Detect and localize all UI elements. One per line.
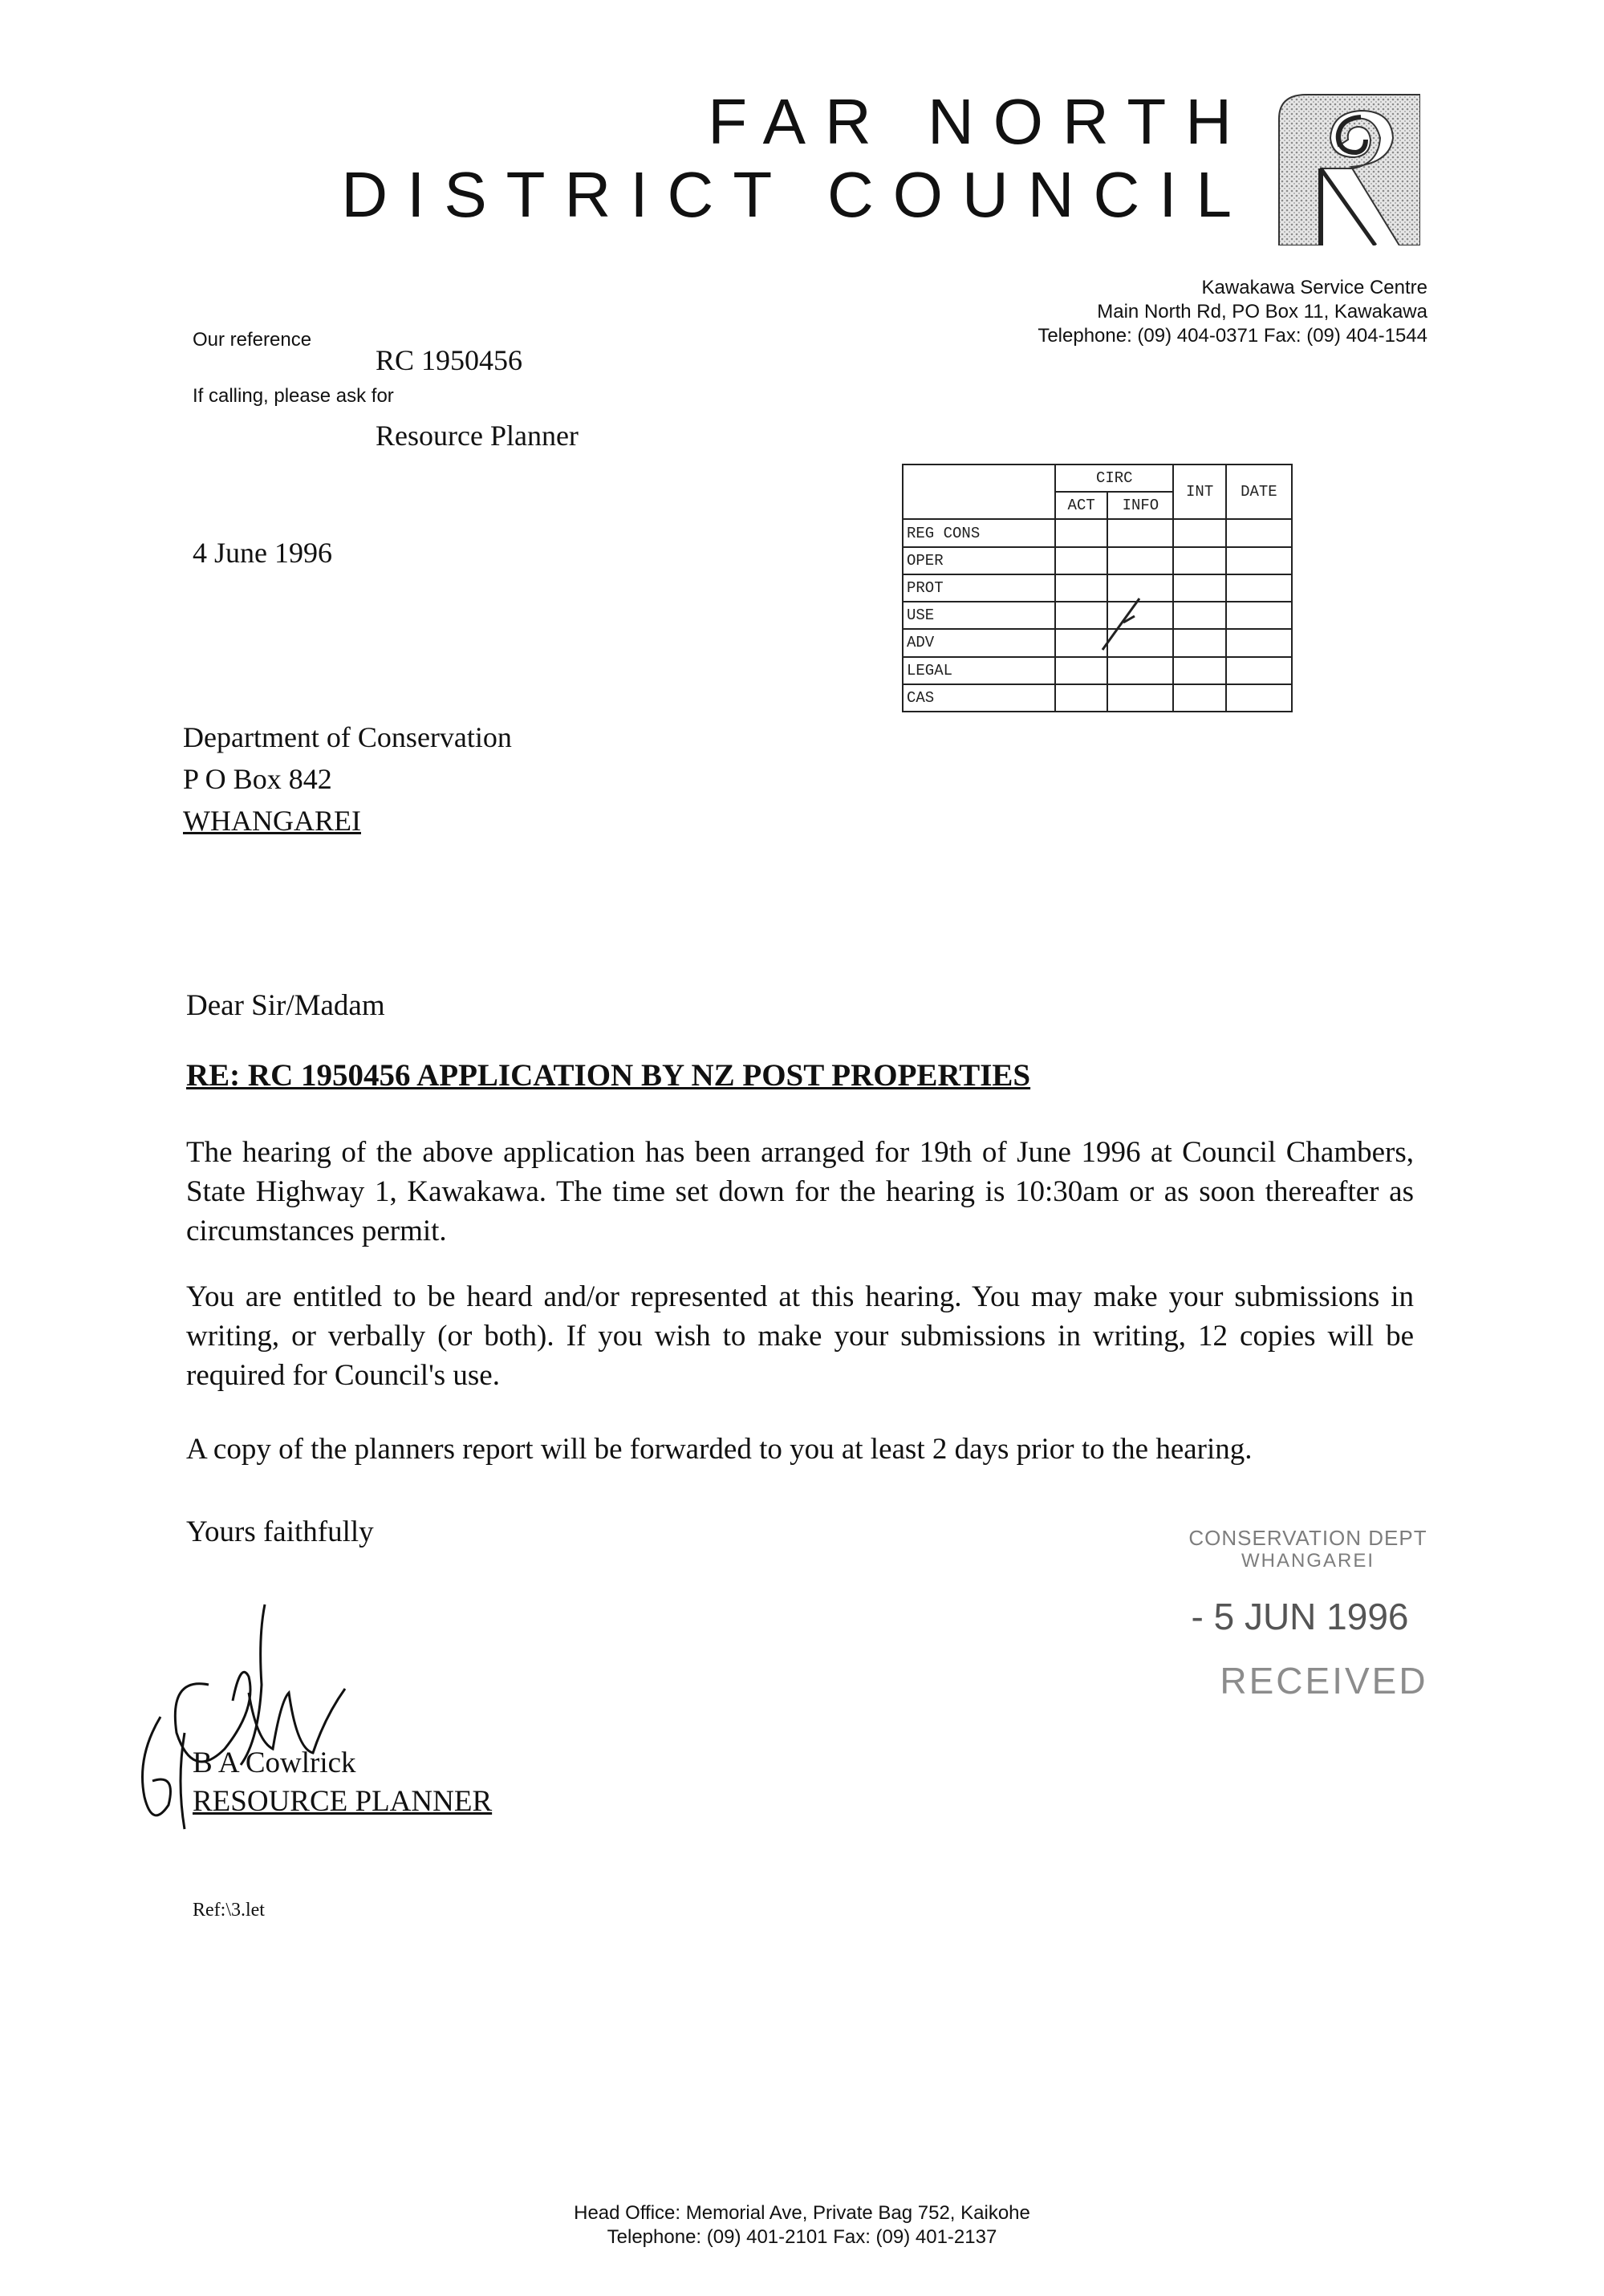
routing-header-int: INT (1173, 464, 1225, 519)
our-reference-value: RC 1950456 (376, 344, 523, 376)
body-paragraph-3: A copy of the planners report will be forwarded to you at least 2 days prior to the hearing. (186, 1433, 1253, 1466)
council-name-line1: FAR NORTH (708, 86, 1251, 157)
file-reference: Ref:\3.let (193, 1900, 265, 1921)
recipient-line3: WHANGAREI (183, 805, 361, 837)
routing-header-date: DATE (1226, 464, 1292, 519)
recipient-line2: P O Box 842 (183, 763, 332, 795)
service-centre-address: Main North Rd, PO Box 11, Kawakawa (1097, 301, 1427, 322)
signatory-name: B A Cowlrick (193, 1746, 356, 1779)
body-paragraph-2: You are entitled to be heard and/or represented at this hearing. You may make your submissions in writing, or verbally (or both). If you wish to make your submissions in writing, 12 copies will be required for Council's use. (186, 1280, 1414, 1392)
routing-slip (902, 464, 1293, 712)
signatory-title: RESOURCE PLANNER (193, 1785, 493, 1818)
routing-header-circ: CIRC (1055, 464, 1173, 492)
stamp-received: RECEIVED (1220, 1660, 1428, 1702)
routing-row-label: PROT (903, 574, 1055, 602)
salutation: Dear Sir/Madam (186, 989, 385, 1022)
council-name-line2: DISTRICT COUNCIL (341, 159, 1251, 230)
routing-row-label: LEGAL (903, 657, 1055, 684)
our-reference-label: Our reference (193, 329, 312, 351)
contact-person: Resource Planner (376, 420, 579, 452)
service-centre-name: Kawakawa Service Centre (1201, 277, 1427, 298)
footer-telephone: Telephone: (09) 401-2101 Fax: (09) 401-2137 (607, 2226, 997, 2248)
recipient-line1: Department of Conservation (183, 721, 512, 753)
subject-line: RE: RC 1950456 APPLICATION BY NZ POST PROPERTIES (186, 1058, 1031, 1093)
stamp-date: - 5 JUN 1996 (1191, 1596, 1409, 1637)
service-centre-telephone: Telephone: (09) 404-0371 Fax: (09) 404-1544 (1038, 325, 1427, 347)
stamp-dept: CONSERVATION DEPT (1188, 1526, 1427, 1550)
closing: Yours faithfully (186, 1515, 374, 1548)
calling-label: If calling, please ask for (193, 385, 394, 407)
routing-header-info: INFO (1107, 492, 1173, 519)
routing-row-label: REG CONS (903, 519, 1055, 546)
body-paragraph-1: The hearing of the above application has been arranged for 19th of June 1996 at Council Chambers, State Highway 1, Kawakawa. The time set down for the hearing is 10:30am or as soon thereafter as circumstances permit. (186, 1136, 1414, 1247)
footer-head-office: Head Office: Memorial Ave, Private Bag 752, Kaikohe (574, 2202, 1030, 2224)
routing-row-label: CAS (903, 684, 1055, 712)
routing-row-label: ADV (903, 629, 1055, 656)
council-logo-icon (1271, 88, 1420, 245)
letter-date: 4 June 1996 (193, 537, 332, 569)
routing-row-label: USE (903, 602, 1055, 629)
routing-header-act: ACT (1055, 492, 1107, 519)
stamp-location: WHANGAREI (1241, 1550, 1375, 1572)
routing-row-label: OPER (903, 547, 1055, 574)
routing-checkmark-icon (902, 464, 1293, 712)
